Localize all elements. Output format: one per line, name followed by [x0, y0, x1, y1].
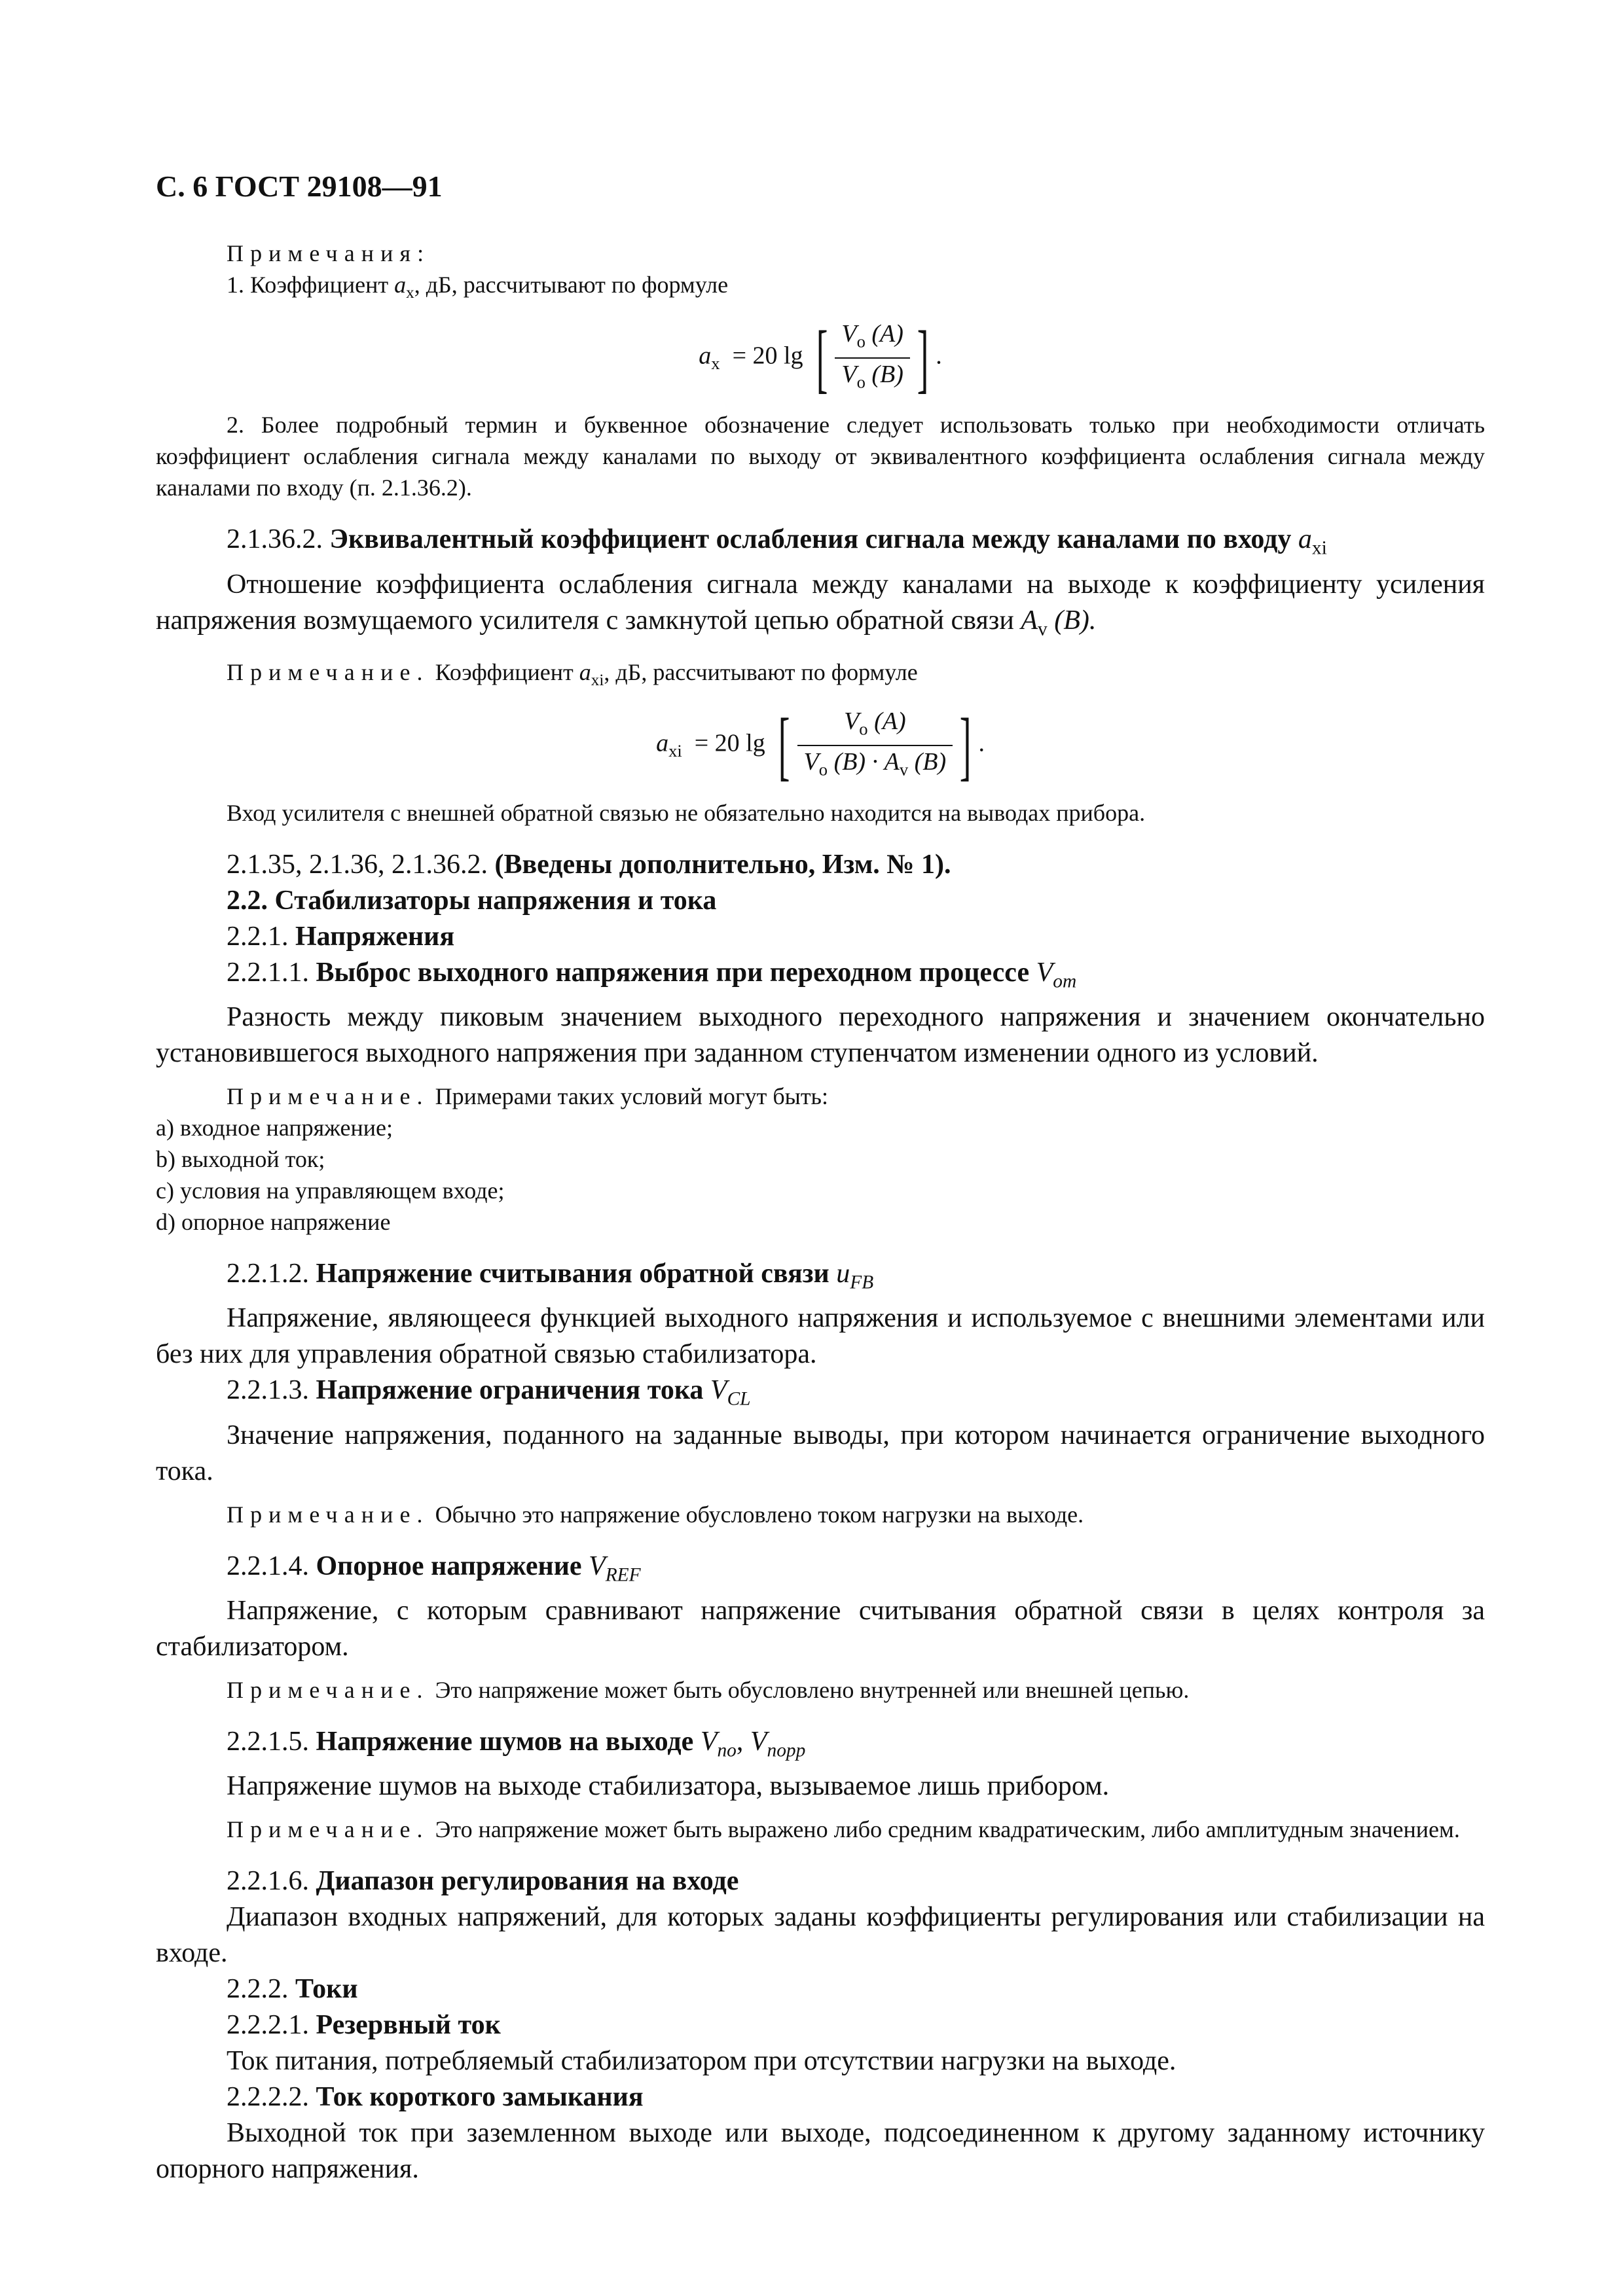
section-2-2-2-2-body: Выходной ток при заземленном выходе или выходе, подсоединенном к другому заданному источнику опорного напряжения.	[156, 2118, 1485, 2185]
running-title: С. 6 ГОСТ 29108—91	[156, 170, 443, 203]
section-2-1-36-2-note: Примечание. Коэффициент $a_{xi}$, дБ, рассчитывают по формуле	[227, 659, 918, 690]
section-2-2-1-1-note: Примечание. Примерами таких условий могут быть:	[227, 1083, 828, 1109]
section-2-2-1-2-heading: 2.2.1.2. Напряжение считывания обратной связи $u_{FB}$	[227, 1258, 874, 1293]
conditions-list	[156, 1112, 1485, 1238]
note-1: 1. Коэффициент $a_x$, дБ, рассчитывают по формуле	[227, 272, 729, 302]
section-2-2-2-heading: 2.2.2. Токи	[227, 1974, 358, 2005]
notes-label: Примечания:	[227, 240, 431, 266]
section-2-2-1-2-body: Напряжение, являющееся функцией выходного напряжения и используемое с внешними элементами или без них для управления обратной связью стабилизатора.	[156, 1303, 1485, 1370]
section-2-2-1-6-body: Диапазон входных напряжений, для которых заданы коэффициенты регулирования или стабилизации на входе.	[156, 1902, 1485, 1969]
section-2-2-2-1-heading: 2.2.2.1. Резервный ток	[227, 2010, 501, 2041]
list-item: d) опорное напряжение	[156, 1208, 391, 1235]
section-2-2-1-5-body: Напряжение шумов на выходе стабилизатора, вызываемое лишь прибором.	[227, 1771, 1110, 1802]
section-2-1-36-2-after: Вход усилителя с внешней обратной связью не обязательно находится на выводах прибора.	[227, 799, 1146, 826]
formula-ax: $a_x = 20$ lg [ $\frac{V_o (A)}{V_o (B)}$ ] .	[699, 314, 942, 401]
section-2-1-36-2-body: Отношение коэффициента ослабления сигнала между каналами на выходе к коэффициенту усиления напряжения возмущаемого усилителя с замкнутой цепью обратной связи $A_v$ (B).	[156, 569, 1485, 640]
document-page	[156, 169, 1485, 2187]
section-2-2-2-2-heading: 2.2.2.2. Ток короткого замыкания	[227, 2082, 644, 2113]
section-2-2-1-heading: 2.2.1. Напряжения	[227, 921, 455, 952]
note-2: 2. Более подробный термин и буквенное обозначение следует использовать только при необходимости отличать коэффициент ослабления сигнала между каналами по выходу от эквивалентного коэффициента ослабления сигнала между каналами по входу (п. 2.1.36.2).	[156, 412, 1485, 501]
section-2-2-heading: 2.2. Стабилизаторы напряжения и тока	[227, 885, 717, 916]
list-item: a) входное напряжение;	[156, 1114, 393, 1141]
section-2-2-1-1-heading: 2.2.1.1. Выброс выходного напряжения при переходном процессе $V_{om}$	[227, 957, 1077, 992]
section-2-2-2-1-body: Ток питания, потребляемый стабилизатором при отсутствии нагрузки на выходе.	[227, 2046, 1176, 2077]
section-2-2-1-4-heading: 2.2.1.4. Опорное напряжение $V_{REF}$	[227, 1551, 641, 1586]
section-2-2-1-1-body: Разность между пиковым значением выходного переходного напряжения и значением окончательно установившегося выходного напряжения при заданном ступенчатом изменении одного из условий.	[156, 1001, 1485, 1068]
section-2-1-36-2-heading: 2.1.36.2. Эквивалентный коэффициент ослабления сигнала между каналами по входу $a_{xi}$	[227, 524, 1327, 559]
section-2-2-1-4-note: Примечание. Это напряжение может быть обусловлено внутренней или внешней цепью.	[227, 1677, 1190, 1704]
list-item: b) выходной ток;	[156, 1145, 325, 1172]
list-item: c) условия на управляющем входе;	[156, 1177, 505, 1204]
section-2-2-1-3-body: Значение напряжения, поданного на заданные выводы, при котором начинается ограничение выходного тока.	[156, 1420, 1485, 1486]
section-2-2-1-5-note: Примечание. Это напряжение может быть выражено либо средним квадратическим, либо амплитудным значением.	[227, 1816, 1460, 1843]
section-2-2-1-3-note: Примечание. Обычно это напряжение обусловлено током нагрузки на выходе.	[227, 1501, 1084, 1528]
section-2-2-1-4-body: Напряжение, с которым сравнивают напряжение считывания обратной связи в целях контроля за стабилизатором.	[156, 1596, 1485, 1662]
formula-axi: $a_{xi} = 20$ lg [ $\frac{V_o (A)}{V_o (B) \cdot A_v (B)}$ ] .	[656, 702, 985, 788]
section-2-2-1-3-heading: 2.2.1.3. Напряжение ограничения тока $V_{CL}$	[227, 1375, 751, 1410]
amendment-line: 2.1.35, 2.1.36, 2.1.36.2. (Введены дополнительно, Изм. № 1).	[227, 849, 951, 880]
section-2-2-1-6-heading: 2.2.1.6. Диапазон регулирования на входе	[227, 1866, 739, 1897]
section-2-2-1-5-heading: 2.2.1.5. Напряжение шумов на выходе $V_{no}$, $V_{nopp}$	[227, 1727, 806, 1761]
